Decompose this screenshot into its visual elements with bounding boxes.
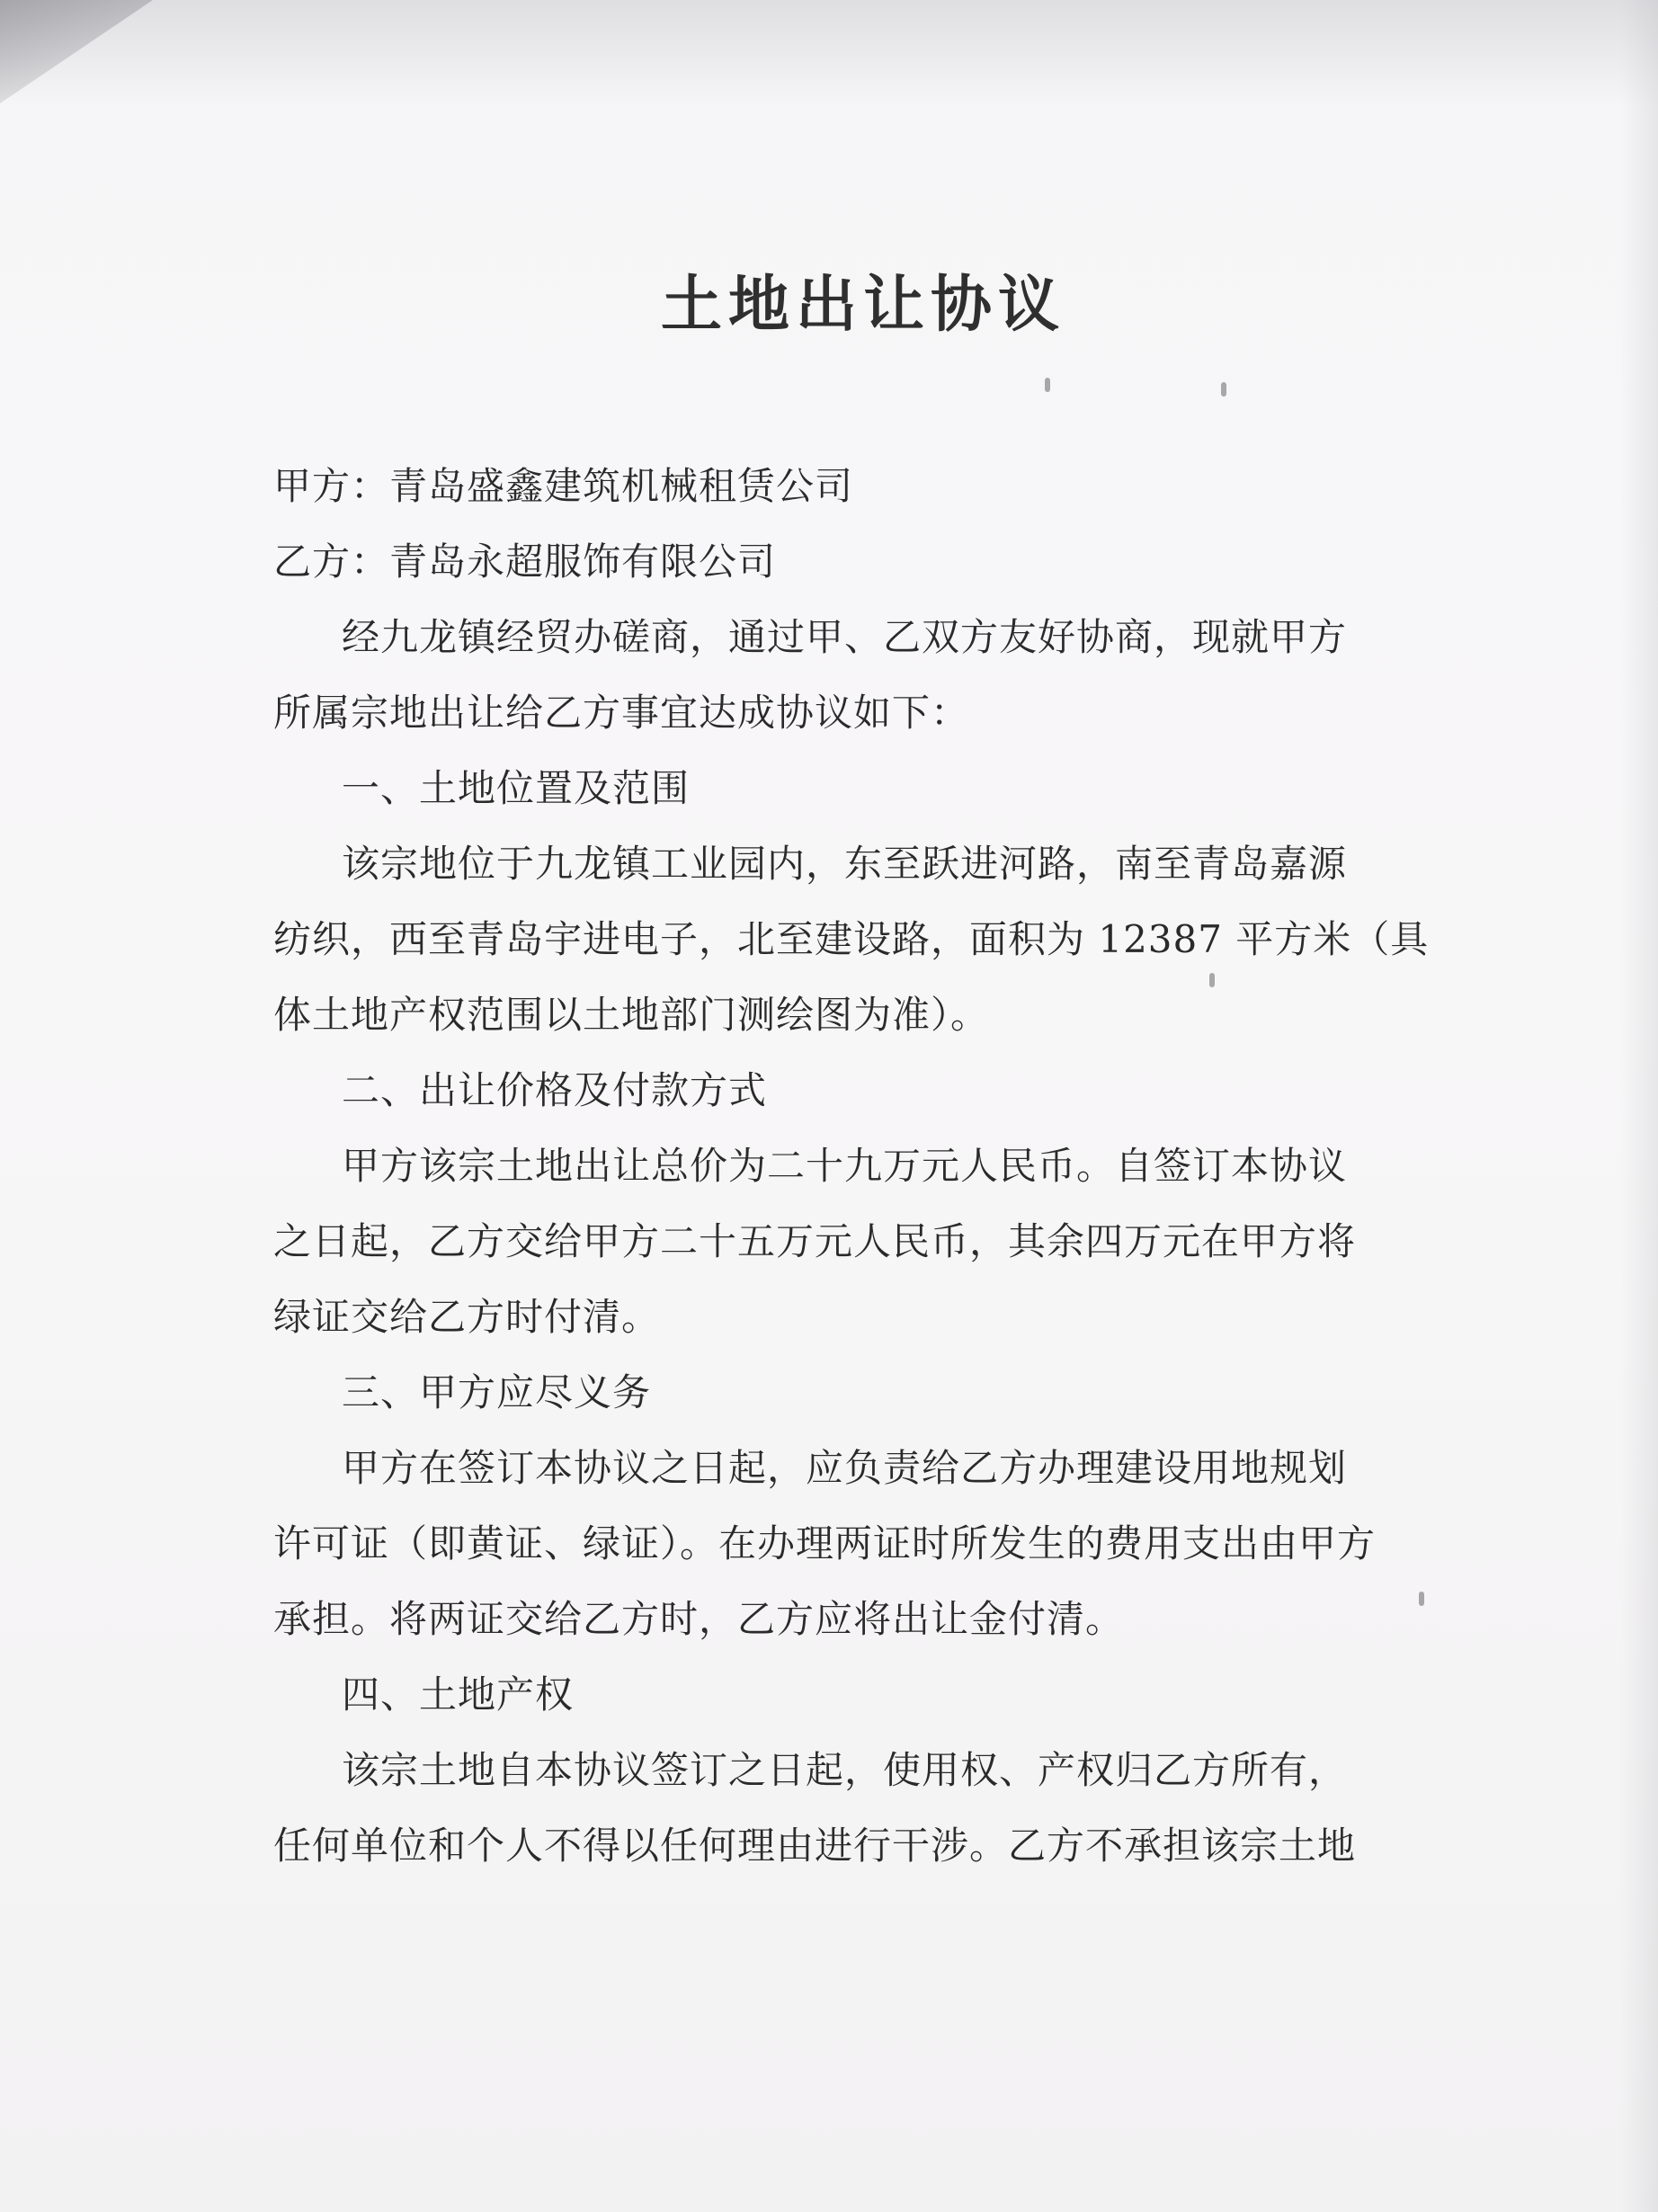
section-heading-price: 二、出让价格及付款方式 bbox=[342, 1068, 768, 1112]
section-price-line-1: 甲方该宗土地出让总价为二十九万元人民币。自签订本协议 bbox=[342, 1144, 1348, 1188]
section-rights-line-1: 该宗土地自本协议签订之日起，使用权、产权归乙方所有， bbox=[342, 1748, 1348, 1792]
section-price-line-2: 之日起，乙方交给甲方二十五万元人民币，其余四万元在甲方将 bbox=[273, 1219, 1357, 1263]
section-rights-line-2: 任何单位和个人不得以任何理由进行干涉。乙方不承担该宗土地 bbox=[273, 1824, 1357, 1868]
intro-line-2: 所属宗地出让给乙方事宜达成协议如下： bbox=[273, 691, 970, 735]
page-fold-shadow bbox=[0, 0, 153, 103]
section-location-line-2: 纺织，西至青岛宇进电子，北至建设路，面积为 12387 平方米（具 bbox=[273, 917, 1430, 961]
section-price-line-3: 绿证交给乙方时付清。 bbox=[273, 1295, 661, 1339]
party-a-line: 甲方：青岛盛鑫建筑机械租赁公司 bbox=[273, 464, 854, 508]
section-location-line-1: 该宗地位于九龙镇工业园内，东至跃进河路，南至青岛嘉源 bbox=[342, 842, 1348, 886]
section-heading-land-rights: 四、土地产权 bbox=[342, 1672, 575, 1717]
section-duties-line-3: 承担。将两证交给乙方时，乙方应将出让金付清。 bbox=[273, 1597, 1125, 1641]
scan-speck bbox=[1419, 1592, 1424, 1606]
section-duties-line-1: 甲方在签订本协议之日起，应负责给乙方办理建设用地规划 bbox=[342, 1446, 1348, 1490]
section-duties-line-2: 许可证（即黄证、绿证）。在办理两证时所发生的费用支出由甲方 bbox=[273, 1521, 1377, 1565]
section-location-line-3: 体土地产权范围以土地部门测绘图为准）。 bbox=[273, 993, 990, 1037]
scan-speck bbox=[1045, 378, 1050, 392]
section-heading-party-a-duties: 三、甲方应尽义务 bbox=[342, 1370, 652, 1414]
scan-speck bbox=[1209, 973, 1215, 987]
scan-speck bbox=[1221, 382, 1226, 397]
intro-line-1: 经九龙镇经贸办磋商，通过甲、乙双方友好协商，现就甲方 bbox=[342, 615, 1348, 659]
document-title: 土地出让协议 bbox=[661, 270, 1066, 341]
party-b-line: 乙方：青岛永超服饰有限公司 bbox=[273, 540, 777, 584]
section-heading-location: 一、土地位置及范围 bbox=[342, 766, 691, 810]
